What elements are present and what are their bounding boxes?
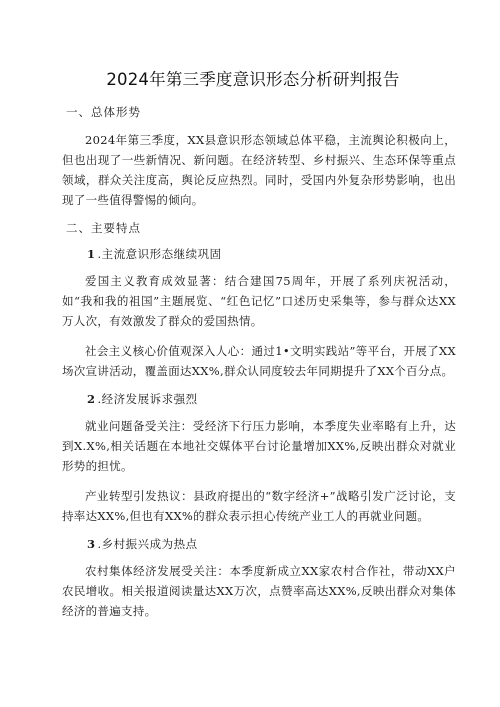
subsection-number: 1 — [87, 247, 96, 261]
paragraph: 产业转型引发热议：县政府提出的“数字经济+”战略引发广泛讨论，支持率达XX%,但也有XX%的群众表示担心传统产业工人的再就业问题。 — [62, 489, 456, 523]
paragraph: 2024年第三季度，XX县意识形态领域总体平稳，主流舆论积极向上，但也出现了一些新情况、新问题。在经济转型、乡村振兴、生态环保等重点领域，群众关注度高，舆论反应热烈。同时，受国内外复杂形势影响，也出现了一些值得警惕的倾向。 — [62, 133, 456, 207]
subsection-title: .经济发展诉求强烈 — [97, 392, 198, 406]
subsection-title: .主流意识形态继续巩固 — [97, 247, 222, 261]
paragraph: 农村集体经济发展受关注：本季度新成立XX家农村合作社，带动XX户农民增收。相关报道阅读量达XX万次，点赞率高达XX%,反映出群众对集体经济的普遍支持。 — [62, 564, 456, 618]
subsection-heading — [62, 536, 456, 553]
subsection-number: 3 — [87, 537, 96, 551]
paragraph: 就业问题备受关注：受经济下行压力影响，本季度失业率略有上升，达到X.X%,相关话题在本地社交媒体平台讨论量增加XX%,反映出群众对就业形势的担忧。 — [62, 419, 456, 473]
section-heading-features: 二、主要特点 — [66, 221, 141, 235]
paragraph: 社会主义核心价值观深入人心：通过1•文明实践站”等平台，开展了XX场次宣讲活动，覆盖面达XX%,群众认同度较去年同期提升了XX个百分点。 — [62, 344, 456, 378]
subsection-title: .乡村振兴成为热点 — [97, 537, 198, 551]
document-title: 2024年第三季度意识形态分析研判报告 — [106, 70, 400, 89]
paragraph: 爱国主义教育成效显著：结合建国75周年，开展了系列庆祝活动，如“我和我的祖国”主题展览、“红色记忆”口述历史采集等，参与群众达XX万人次，有效激发了群众的爱国热情。 — [62, 274, 456, 328]
section-heading-overall: 一、总体形势 — [66, 105, 141, 119]
subsection-heading — [62, 246, 456, 263]
subsection-heading — [62, 391, 456, 408]
subsection-number: 2 — [87, 392, 96, 406]
